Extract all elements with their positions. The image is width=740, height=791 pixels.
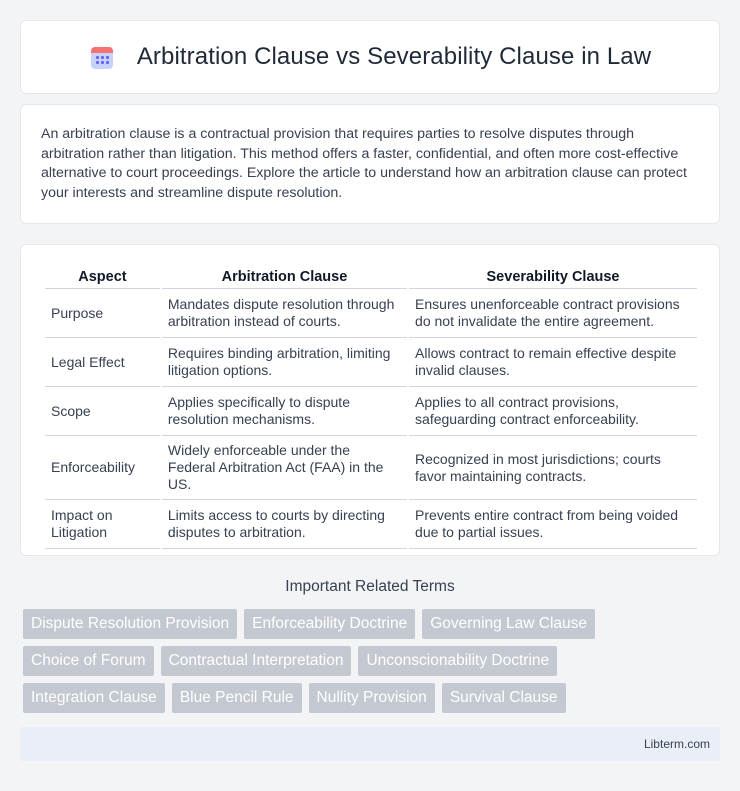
row-aspect: Legal Effect [45,338,160,387]
table-header-row [45,267,697,289]
page-title: Arbitration Clause vs Severability Clause in Law [136,43,652,70]
table-row [45,500,697,549]
header-aspect: Aspect [45,267,160,289]
row-arbitration: Applies specifically to dispute resolution mechanisms. [162,387,407,436]
intro-paragraph: An arbitration clause is a contractual provision that requires parties to resolve disputes through arbitration rather than litigation. This method offers a faster, confidential, and often more cost-effective alternative to court proceedings. Explore the article to understand how an arbitration clause can protect your interests and streamline dispute resolution. [41,126,687,201]
related-term-tag[interactable]: Dispute Resolution Provision [23,609,237,639]
related-term-tag[interactable]: Contractual Interpretation [161,646,352,676]
intro-card [20,104,720,224]
tag-row [23,609,723,639]
row-severability: Applies to all contract provisions, safeguarding contract enforceability. [409,387,697,436]
related-term-tag[interactable]: Enforceability Doctrine [244,609,415,639]
related-terms-title: Important Related Terms [285,578,455,595]
comparison-table [43,267,699,549]
row-severability: Prevents entire contract from being voided due to partial issues. [409,500,697,549]
table-row [45,436,697,500]
row-arbitration: Mandates dispute resolution through arbitration instead of courts. [162,289,407,338]
row-aspect: Scope [45,387,160,436]
tag-row [23,683,723,713]
row-severability: Allows contract to remain effective despite invalid clauses. [409,338,697,387]
table-row [45,289,697,338]
related-term-tag[interactable]: Survival Clause [442,683,566,713]
document-grid-icon [89,44,115,70]
row-arbitration: Limits access to courts by directing disputes to arbitration. [162,500,407,549]
tag-row [23,646,723,676]
related-term-tag[interactable]: Blue Pencil Rule [172,683,302,713]
related-term-tag[interactable]: Unconscionability Doctrine [358,646,557,676]
table-row [45,338,697,387]
row-aspect: Enforceability [45,436,160,500]
table-row [45,387,697,436]
header-card [20,20,720,94]
row-severability: Recognized in most jurisdictions; courts favor maintaining contracts. [409,436,697,500]
comparison-table-card [20,244,720,556]
related-term-tag[interactable]: Integration Clause [23,683,165,713]
related-terms-list [23,609,723,720]
row-aspect: Purpose [45,289,160,338]
row-aspect: Impact on Litigation [45,500,160,549]
row-arbitration: Requires binding arbitration, limiting litigation options. [162,338,407,387]
header-severability: Severability Clause [409,267,697,289]
row-severability: Ensures unenforceable contract provisions do not invalidate the entire agreement. [409,289,697,338]
footer [20,727,720,761]
related-term-tag[interactable]: Nullity Provision [309,683,435,713]
related-term-tag[interactable]: Choice of Forum [23,646,154,676]
footer-site-link[interactable]: Libterm.com [643,737,710,751]
header-arbitration: Arbitration Clause [162,267,407,289]
row-arbitration: Widely enforceable under the Federal Arbitration Act (FAA) in the US. [162,436,407,500]
related-term-tag[interactable]: Governing Law Clause [422,609,595,639]
